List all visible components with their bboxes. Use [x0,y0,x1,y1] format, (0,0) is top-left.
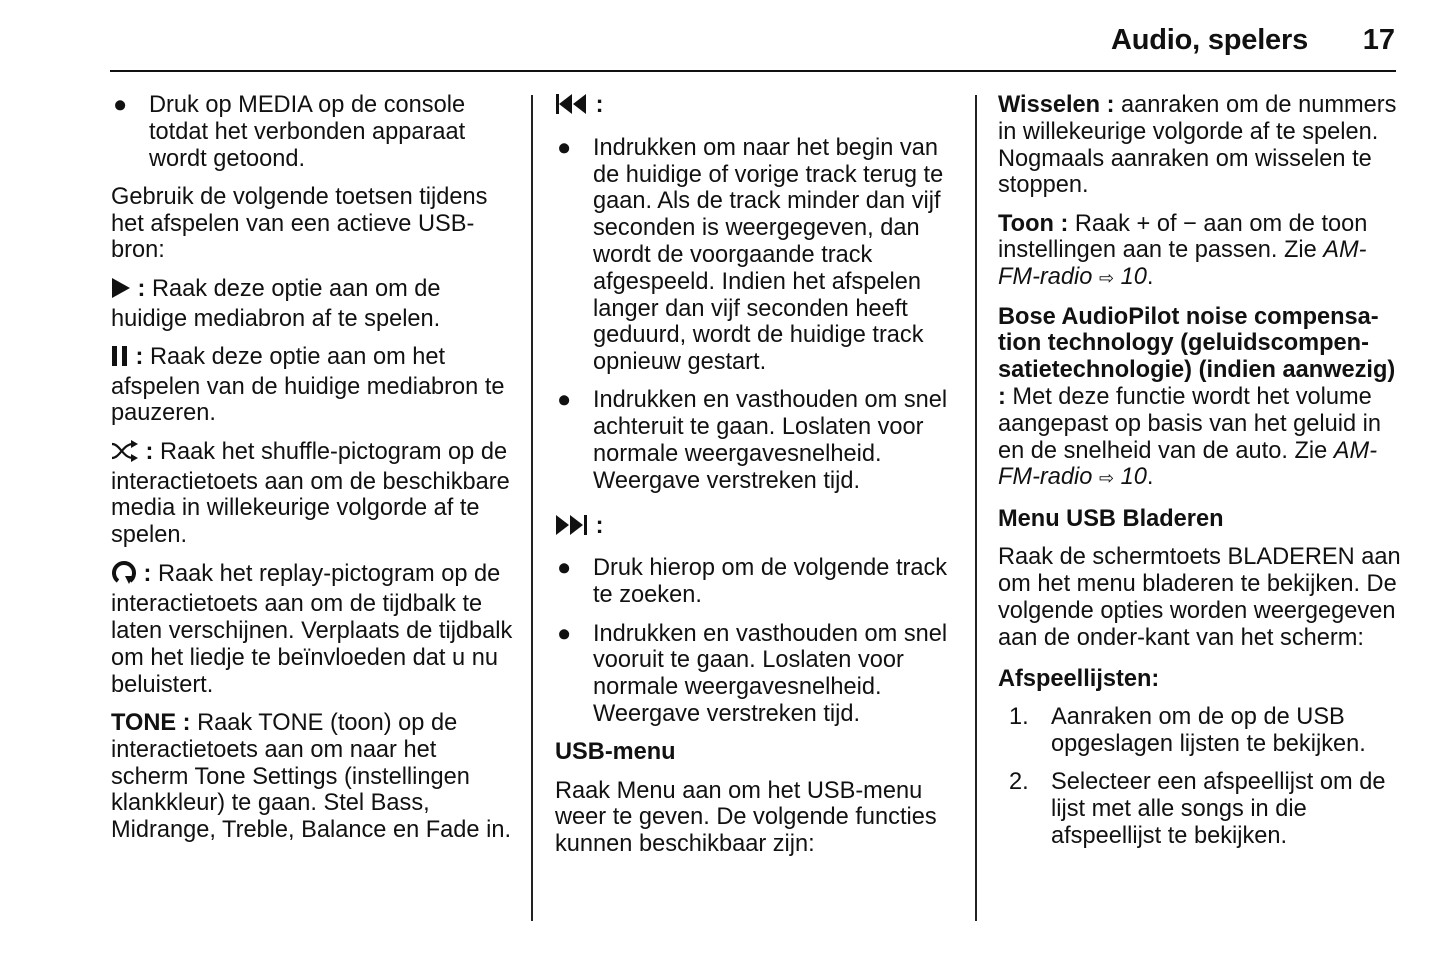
list-item: ● Druk hierop om de volgende track te zoeken. [557,555,948,609]
skip-previous-heading: : [555,92,960,122]
list-item: ● Indrukken en vasthouden om snel achteruit te gaan. Loslaten voor normale weergavesnelheid. Weergave verstreken tijd. [557,387,948,494]
replay-description: : Raak het replay-pictogram op de interactietoets aan om de tijdbalk te laten verschijnen. Verplaats de tijdbalk om het liedje te beïnvloeden dat u nu beluistert. [111,561,513,698]
column-2 [555,92,960,869]
bullet-icon: ● [557,387,572,414]
list-item: ● Indrukken om naar het begin van de huidige of vorige track terug te gaan. Als de track minder dan vijf seconden is weergegeven, dan wordt de voorgaande track afgespeeld. Indien het afspelen langer dan vijf seconden heeft geduurd, wordt de huidige track opnieuw gestart. [557,134,944,376]
column-1 [111,92,516,855]
playlists-heading: Afspeellijsten: [998,665,1160,692]
list-item: 2. Selecteer een afspeellijst om de lijst met alle songs in die afspeellijst te bekijken. [1009,769,1386,849]
toon-description: Toon : Raak + of − aan om de toon instellingen aan te passen. Zie AM-FM-radio ⇨ 10. [998,210,1368,291]
column-3 [998,92,1403,861]
bullet-icon: ● [113,92,128,118]
browse-menu-heading: Menu USB Bladeren [998,506,1224,533]
pause-description: : Raak deze optie aan om het afspelen van de huidige mediabron te pauzeren. [111,343,505,427]
cross-reference-link[interactable]: AM-FM-radio [998,237,1367,291]
tone-description: TONE : Raak TONE (toon) op de interactietoets aan om naar het scherm Tone Settings (instellingen klankkleur) te gaan. Stel Bass, Midrange, Treble, Balance en Fade in. [111,709,512,844]
play-icon [111,277,131,306]
skip-previous-icon [555,93,589,122]
intro-paragraph: Gebruik de volgende toetsen tijdens het afspelen van een actieve USB-bron: [111,183,488,264]
column-divider [531,95,533,921]
arrow-icon: ⇨ [1098,268,1115,289]
browse-menu-paragraph: Raak de schermtoets BLADEREN aan om het menu bladeren te bekijken. De volgende opties worden weergegeven aan de onder-kant van het scherm: [998,544,1401,651]
skip-next-heading: : [555,513,960,543]
pause-icon [111,345,129,374]
skip-next-icon [555,514,589,543]
page-reference[interactable]: 10 [1120,264,1147,291]
bullet-icon: ● [557,620,572,647]
list-item: ● Indrukken en vasthouden om snel vooruit te gaan. Loslaten voor normale weergavesnelheid. Weergave verstreken tijd. [557,620,948,727]
wisselen-description: Wisselen : aanraken om de nummers in willekeurige volgorde af te spelen. Nogmaals aanraken om wisselen te stoppen. [998,92,1397,199]
arrow-icon: ⇨ [1098,468,1115,489]
list-item: ● Druk op MEDIA op de console totdat het verbonden apparaat wordt getoond. [113,92,466,172]
column-divider [975,95,977,921]
bullet-icon: ● [557,134,572,161]
shuffle-description: : Raak het shuffle-pictogram op de interactietoets aan om de beschikbare media in willekeurige volgorde af te spelen. [111,438,510,549]
shuffle-icon [111,440,139,469]
bullet-icon: ● [557,555,572,582]
usb-menu-paragraph: Raak Menu aan om het USB-menu weer te geven. De volgende functies kunnen beschikbaar zijn: [555,777,937,858]
list-item: 1. Aanraken om de op de USB opgeslagen lijsten te bekijken. [1009,703,1366,757]
usb-menu-heading: USB-menu [555,739,676,766]
cross-reference-link[interactable]: AM-FM-radio [998,437,1378,491]
page-number: 17 [1362,24,1395,56]
bose-description: Bose AudioPilot noise compensa-tion technology (geluidscompen-satietechnologie) (indien aanwezig) : Met deze functie wordt het volume aangepast op basis van het geluid in en de snelheid van de auto. Zie AM-FM-radio ⇨ 10. [998,303,1396,491]
header-rule [110,70,1396,72]
play-description: : Raak deze optie aan om de huidige mediabron af te spelen. [111,275,441,332]
replay-icon [111,560,137,591]
tone-label: TONE : [111,709,191,736]
page-reference[interactable]: 10 [1120,464,1147,491]
section-title: Audio, spelers [1110,24,1308,56]
